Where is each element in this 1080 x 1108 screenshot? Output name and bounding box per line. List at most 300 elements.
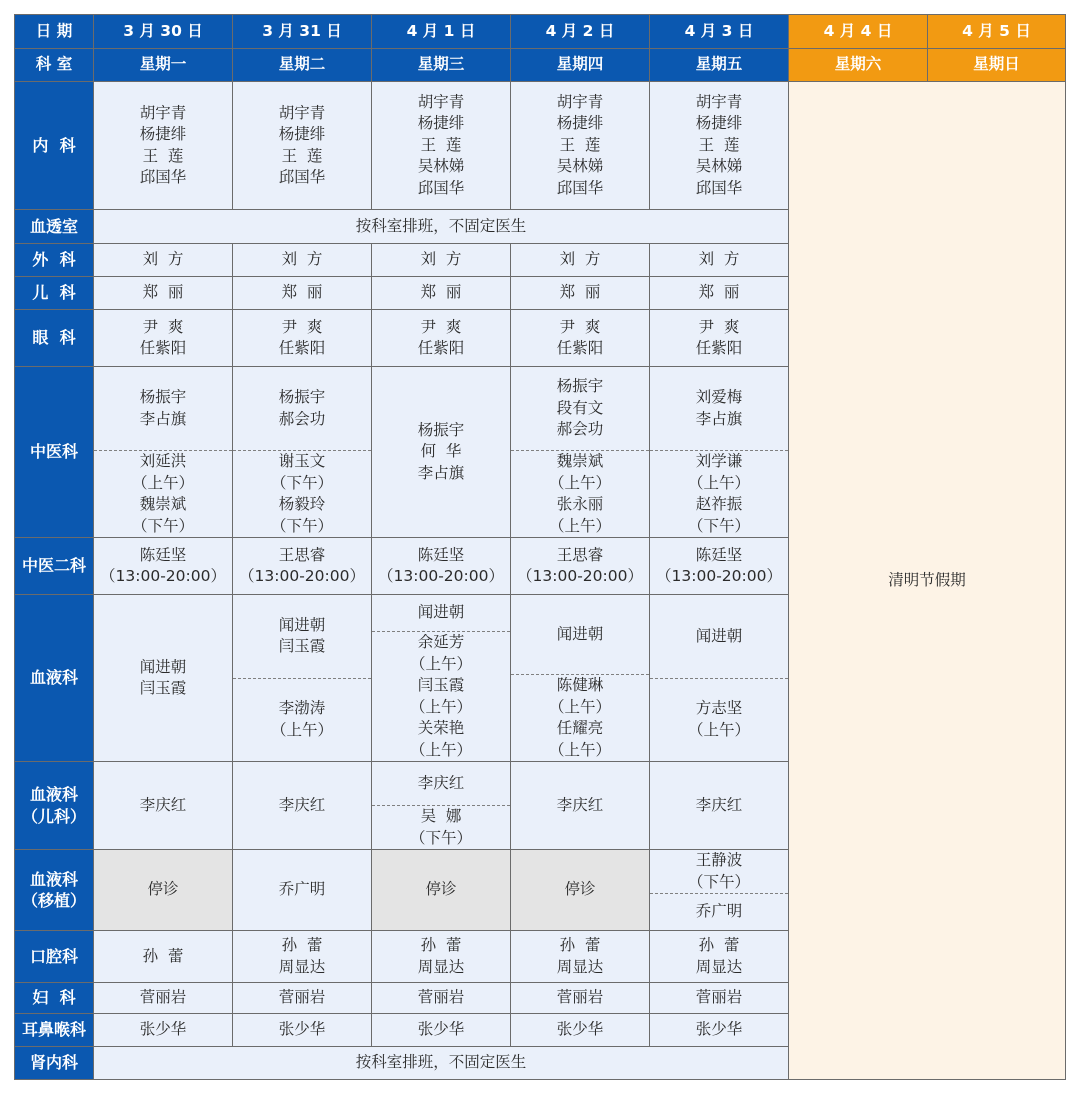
cell-content: [511, 762, 649, 849]
date-header-6: 4 月 5 日: [928, 15, 1066, 49]
shift-group: [233, 310, 371, 366]
doctor-entry: （下午）: [270, 473, 333, 492]
doctor-entry: （上午）: [548, 516, 611, 535]
shift-group: [511, 983, 649, 1013]
doctor-cell: [650, 367, 789, 538]
cell-content: [372, 367, 510, 537]
doctor-cell: [650, 310, 789, 367]
department-label: 中医二科: [21, 556, 86, 576]
doctor-entry: 闻进朝: [139, 657, 187, 676]
doctor-entry: 赵祚振: [695, 495, 743, 513]
shift-group: [511, 850, 649, 930]
doctor-entry: 菅丽岩: [695, 988, 743, 1007]
doctor-entry: 王思睿: [556, 545, 604, 564]
doctor-entry: 停诊: [147, 880, 179, 899]
doctor-cell: [372, 277, 511, 310]
schedule-table-container: [14, 14, 1065, 1077]
doctor-entry: 任紫阳: [278, 339, 326, 357]
doctor-entry: 王 莲: [420, 135, 462, 154]
doctor-entry: （上午）: [548, 740, 611, 759]
doctor-entry: 任紫阳: [556, 339, 604, 357]
shift-group: [233, 1014, 371, 1046]
doctor-cell: [372, 244, 511, 277]
shift-group: [372, 595, 510, 631]
cell-content: [233, 244, 371, 276]
cell-content: [650, 931, 788, 982]
doctor-entry: 尹 爽: [698, 317, 740, 336]
shift-group: [372, 631, 510, 761]
shift-group: [650, 310, 788, 366]
cell-content: [233, 595, 371, 761]
doctor-entry: 闻进朝: [695, 626, 743, 645]
shift-group: [372, 931, 510, 982]
doctor-entry: 吴林娣: [417, 157, 465, 176]
doctor-cell: [233, 1014, 372, 1047]
doctor-cell: [94, 367, 233, 538]
cell-content: [233, 277, 371, 309]
cell-content: [650, 82, 788, 209]
doctor-cell: [650, 1014, 789, 1047]
doctor-entry: （上午）: [270, 720, 333, 739]
doctor-cell: [511, 244, 650, 277]
shift-group: [650, 595, 788, 678]
doctor-entry: 尹 爽: [281, 317, 323, 336]
doctor-cell: [511, 762, 650, 850]
header-date-row: [15, 15, 1066, 49]
doctor-entry: 停诊: [425, 880, 457, 899]
shift-group: [94, 277, 232, 309]
doctor-cell: [233, 82, 372, 210]
cell-content: [233, 538, 371, 594]
doctor-entry: 孙 蕾: [281, 936, 323, 954]
doctor-entry: 吴林娣: [695, 157, 743, 176]
doctor-cell: [372, 310, 511, 367]
cell-content: [233, 931, 371, 982]
cell-content: [94, 595, 232, 761]
cell-content: [233, 850, 371, 930]
doctor-entry: 菅丽岩: [278, 988, 326, 1007]
doctor-entry: 杨振宇: [417, 420, 465, 439]
cell-content: [372, 1014, 510, 1046]
cell-content: [650, 244, 788, 276]
cell-content: [372, 595, 510, 761]
doctor-cell: [94, 244, 233, 277]
weekday-header-0: 星期一: [94, 49, 233, 82]
doctor-entry: 乔广明: [695, 902, 743, 921]
doctor-entry: 胡宇青: [139, 103, 187, 122]
doctor-entry: 谢玉文: [278, 452, 326, 470]
shift-group: [372, 538, 510, 594]
doctor-entry: 吴林娣: [556, 157, 604, 176]
doctor-entry: （上午）: [548, 697, 611, 716]
doctor-cell: [650, 595, 789, 762]
department-name: [15, 210, 94, 244]
department-name: [15, 931, 94, 983]
weekday-header-5: 星期六: [789, 49, 928, 82]
doctor-cell: [233, 367, 372, 538]
department-name: [15, 595, 94, 762]
doctor-entry: 李占旗: [417, 463, 465, 482]
shift-group: [511, 277, 649, 309]
cell-content: [650, 595, 788, 761]
doctor-cell: [372, 538, 511, 595]
doctor-entry: 任紫阳: [417, 339, 465, 357]
cell-content: [650, 277, 788, 309]
doctor-entry: 陈廷坚: [695, 545, 743, 564]
date-header-2: 4 月 1 日: [372, 15, 511, 49]
cell-content: [94, 310, 232, 366]
doctor-entry: 李占旗: [695, 409, 743, 428]
cell-content: [233, 310, 371, 366]
doctor-entry: 周显达: [278, 957, 326, 976]
shift-group: [94, 538, 232, 594]
shift-group: [94, 310, 232, 366]
doctor-entry: 胡宇青: [556, 92, 604, 111]
doctor-entry: 杨振宇: [139, 388, 187, 406]
doctor-entry: 闫玉霞: [278, 637, 326, 656]
doctor-entry: 乔广明: [278, 880, 326, 899]
dept-row: [15, 82, 1066, 210]
doctor-entry: （上午）: [131, 473, 194, 492]
cell-content: [94, 983, 232, 1013]
doctor-entry: 刘 方: [281, 250, 323, 269]
doctor-cell: [94, 277, 233, 310]
cell-content: [650, 983, 788, 1013]
department-label: 肾内科: [29, 1053, 78, 1073]
doctor-entry: 闫玉霞: [139, 679, 187, 697]
doctor-entry: 邱国华: [556, 178, 604, 197]
shift-group: [372, 805, 510, 849]
department-name: [15, 367, 94, 538]
doctor-entry: 邱国华: [139, 168, 187, 186]
doctor-cell: [233, 931, 372, 983]
doctor-entry: 邱国华: [417, 178, 465, 197]
doctor-entry: 李庆红: [417, 773, 465, 792]
shift-group: [650, 983, 788, 1013]
cell-content: [511, 277, 649, 309]
header-weekday-row: [15, 49, 1066, 82]
shift-group: [94, 931, 232, 982]
cell-content: [650, 762, 788, 849]
doctor-entry: 张少华: [278, 1020, 326, 1039]
shift-group: [372, 277, 510, 309]
doctor-cell: [233, 244, 372, 277]
cell-content: [233, 983, 371, 1013]
cell-content: [372, 244, 510, 276]
doctor-cell: [372, 595, 511, 762]
doctor-entry: 刘延洪: [139, 452, 187, 470]
doctor-entry: 尹 爽: [559, 317, 601, 336]
department-name: [15, 850, 94, 931]
department-name: [15, 244, 94, 277]
shift-group: [511, 367, 649, 450]
doctor-cell: [372, 1014, 511, 1047]
doctor-cell: [233, 310, 372, 367]
doctor-cell: [511, 82, 650, 210]
shift-group: [94, 850, 232, 930]
shift-group: [233, 931, 371, 982]
doctor-cell: [94, 538, 233, 595]
department-label: 眼 科: [32, 328, 76, 348]
cell-content: [511, 595, 649, 761]
cell-content: [372, 762, 510, 849]
shift-group: [650, 367, 788, 450]
doctor-entry: 王思睿: [278, 545, 326, 564]
cell-content: [650, 367, 788, 537]
doctor-cell: [94, 595, 233, 762]
doctor-entry: 杨捷绯: [695, 114, 743, 133]
weekday-header-1: 星期二: [233, 49, 372, 82]
doctor-entry: 王 莲: [281, 146, 323, 165]
doctor-entry: 张永丽: [556, 495, 604, 513]
date-label-cell: 日 期: [15, 15, 94, 49]
shift-group: [511, 931, 649, 982]
doctor-entry: 段有文: [556, 398, 604, 417]
shift-group: [372, 983, 510, 1013]
doctor-cell: [233, 983, 372, 1014]
department-label: 口腔科: [29, 946, 78, 966]
department-label: 血透室: [29, 216, 78, 236]
doctor-entry: （13:00-20:00）: [100, 567, 226, 585]
shift-group: [233, 850, 371, 930]
doctor-entry: 周显达: [695, 957, 743, 976]
department-label: 中医科: [29, 442, 78, 462]
doctor-cell: [511, 367, 650, 538]
closed-cell: [372, 850, 511, 931]
cell-content: [94, 277, 232, 309]
doctor-cell: [650, 82, 789, 210]
doctor-entry: 刘爱梅: [695, 388, 743, 406]
doctor-entry: 郝会功: [278, 409, 326, 428]
doctor-entry: 刘 方: [559, 250, 601, 269]
cell-content: [511, 310, 649, 366]
doctor-entry: 张少华: [417, 1020, 465, 1039]
doctor-cell: [372, 931, 511, 983]
shift-group: [94, 367, 232, 450]
department-name: [15, 277, 94, 310]
doctor-entry: 张少华: [556, 1020, 604, 1039]
doctor-entry: （13:00-20:00）: [378, 567, 504, 585]
doctor-cell: [94, 762, 233, 850]
doctor-entry: 方志坚: [695, 699, 743, 718]
cell-content: [233, 1014, 371, 1046]
department-label: 血液科: [29, 668, 78, 688]
shift-group: [94, 244, 232, 276]
shift-group: [650, 1014, 788, 1046]
cell-content: [233, 82, 371, 209]
doctor-cell: [233, 277, 372, 310]
cell-content: [372, 538, 510, 594]
cell-content: [511, 538, 649, 594]
doctor-entry: （上午）: [409, 740, 472, 759]
cell-content: [650, 850, 788, 930]
cell-content: [511, 983, 649, 1013]
cell-content: [94, 1014, 232, 1046]
doctor-entry: 杨捷绯: [278, 125, 326, 143]
shift-group: [511, 674, 649, 761]
shift-group: [233, 678, 371, 762]
shift-group: [511, 762, 649, 849]
shift-group: [233, 82, 371, 209]
department-label: 血液科 （移植）: [21, 869, 86, 910]
cell-content: [94, 931, 232, 982]
shift-group: [94, 1014, 232, 1046]
doctor-entry: （上午）: [409, 654, 472, 673]
doctor-entry: 孙 蕾: [698, 936, 740, 954]
shift-group: [94, 82, 232, 209]
schedule-body: [15, 15, 1066, 1080]
doctor-cell: [94, 1014, 233, 1047]
doctor-entry: 菅丽岩: [556, 988, 604, 1007]
doctor-cell: [650, 762, 789, 850]
doctor-entry: （上午）: [409, 697, 472, 716]
doctor-entry: 邱国华: [695, 178, 743, 197]
date-header-3: 4 月 2 日: [511, 15, 650, 49]
doctor-entry: 闻进朝: [278, 615, 326, 634]
doctor-entry: 李庆红: [695, 795, 743, 814]
doctor-entry: 孙 蕾: [420, 936, 462, 954]
shift-group: [94, 450, 232, 537]
doctor-cell: [650, 277, 789, 310]
shift-group: [511, 244, 649, 276]
doctor-cell: [511, 931, 650, 983]
doctor-entry: 周显达: [556, 957, 604, 976]
shift-group: [650, 762, 788, 849]
doctor-entry: 李庆红: [278, 795, 326, 814]
department-name: [15, 1047, 94, 1080]
doctor-entry: 吴 娜: [420, 807, 462, 825]
doctor-entry: 胡宇青: [278, 103, 326, 122]
doctor-entry: 任紫阳: [139, 339, 187, 357]
doctor-entry: 张少华: [695, 1020, 743, 1039]
department-name: [15, 983, 94, 1014]
doctor-entry: 闻进朝: [556, 624, 604, 643]
cell-content: [650, 1014, 788, 1046]
shift-group: [372, 850, 510, 930]
shift-group: [233, 367, 371, 450]
department-name: [15, 310, 94, 367]
doctor-entry: 李渤涛: [278, 699, 326, 718]
doctor-entry: 邱国华: [278, 168, 326, 186]
doctor-entry: 刘 方: [420, 250, 462, 269]
cell-content: [94, 367, 232, 537]
doctor-cell: [650, 244, 789, 277]
cell-content: [511, 931, 649, 982]
doctor-entry: 郑 丽: [559, 283, 601, 302]
doctor-entry: 陈廷坚: [139, 545, 187, 564]
doctor-cell: [94, 310, 233, 367]
doctor-entry: 杨振宇: [556, 377, 604, 396]
shift-group: [650, 931, 788, 982]
cell-content: [94, 538, 232, 594]
shift-group: [94, 762, 232, 849]
shift-group: [233, 983, 371, 1013]
doctor-entry: 张少华: [139, 1020, 187, 1039]
doctor-cell: [372, 367, 511, 538]
doctor-entry: 尹 爽: [142, 317, 184, 336]
cell-content: [372, 82, 510, 209]
doctor-cell: [233, 595, 372, 762]
doctor-entry: 何 华: [420, 442, 462, 461]
doctor-entry: 刘学谦: [695, 452, 743, 470]
cell-content: [233, 367, 371, 537]
department-label: 外 科: [32, 250, 76, 270]
doctor-cell: [511, 1014, 650, 1047]
doctor-cell: [94, 931, 233, 983]
doctor-entry: 王静波: [695, 851, 743, 869]
doctor-entry: 孙 蕾: [559, 936, 601, 954]
doctor-cell: [233, 762, 372, 850]
doctor-entry: （下午）: [131, 516, 194, 535]
doctor-cell: [650, 850, 789, 931]
cell-content: [372, 931, 510, 982]
doctor-cell: [372, 82, 511, 210]
doctor-entry: 闻进朝: [417, 603, 465, 622]
shift-group: [233, 538, 371, 594]
cell-content: [372, 983, 510, 1013]
shift-group: [372, 310, 510, 366]
cell-content: [94, 244, 232, 276]
doctor-cell: [650, 538, 789, 595]
shift-group: [511, 595, 649, 674]
doctor-entry: （下午）: [270, 516, 333, 535]
schedule-table: [14, 14, 1066, 1080]
shift-group: [650, 82, 788, 209]
department-name: [15, 1014, 94, 1047]
department-label: 儿 科: [32, 283, 76, 303]
merged-schedule-note: 按科室排班，不固定医生: [94, 210, 789, 244]
doctor-entry: （上午）: [687, 473, 750, 492]
doctor-entry: 王 莲: [698, 135, 740, 154]
shift-group: [233, 595, 371, 678]
doctor-cell: [511, 538, 650, 595]
doctor-entry: 尹 爽: [420, 317, 462, 336]
shift-group: [650, 277, 788, 309]
department-label: 内 科: [32, 135, 76, 155]
doctor-entry: （下午）: [409, 828, 472, 847]
department-name: [15, 762, 94, 850]
cell-content: [650, 538, 788, 594]
cell-content: [511, 1014, 649, 1046]
doctor-entry: （13:00-20:00）: [517, 567, 643, 585]
cell-content: [511, 367, 649, 537]
department-name: [15, 82, 94, 210]
doctor-cell: [650, 983, 789, 1014]
doctor-entry: 关荣艳: [417, 719, 465, 737]
cell-content: [511, 82, 649, 209]
shift-group: [233, 277, 371, 309]
shift-group: [372, 82, 510, 209]
doctor-entry: 胡宇青: [695, 92, 743, 111]
doctor-entry: （上午）: [548, 473, 611, 492]
department-name: [15, 538, 94, 595]
cell-content: [650, 310, 788, 366]
doctor-entry: 郝会功: [556, 420, 604, 439]
department-label: 妇 科: [32, 988, 76, 1008]
doctor-cell: [511, 310, 650, 367]
shift-group: [94, 595, 232, 761]
doctor-cell: [94, 983, 233, 1014]
cell-content: [94, 762, 232, 849]
shift-group: [650, 244, 788, 276]
doctor-entry: 郑 丽: [281, 283, 323, 302]
shift-group: [511, 1014, 649, 1046]
shift-group: [372, 1014, 510, 1046]
doctor-entry: 郑 丽: [698, 283, 740, 302]
doctor-entry: 王 莲: [142, 146, 184, 165]
doctor-cell: [233, 850, 372, 931]
doctor-cell: [511, 983, 650, 1014]
